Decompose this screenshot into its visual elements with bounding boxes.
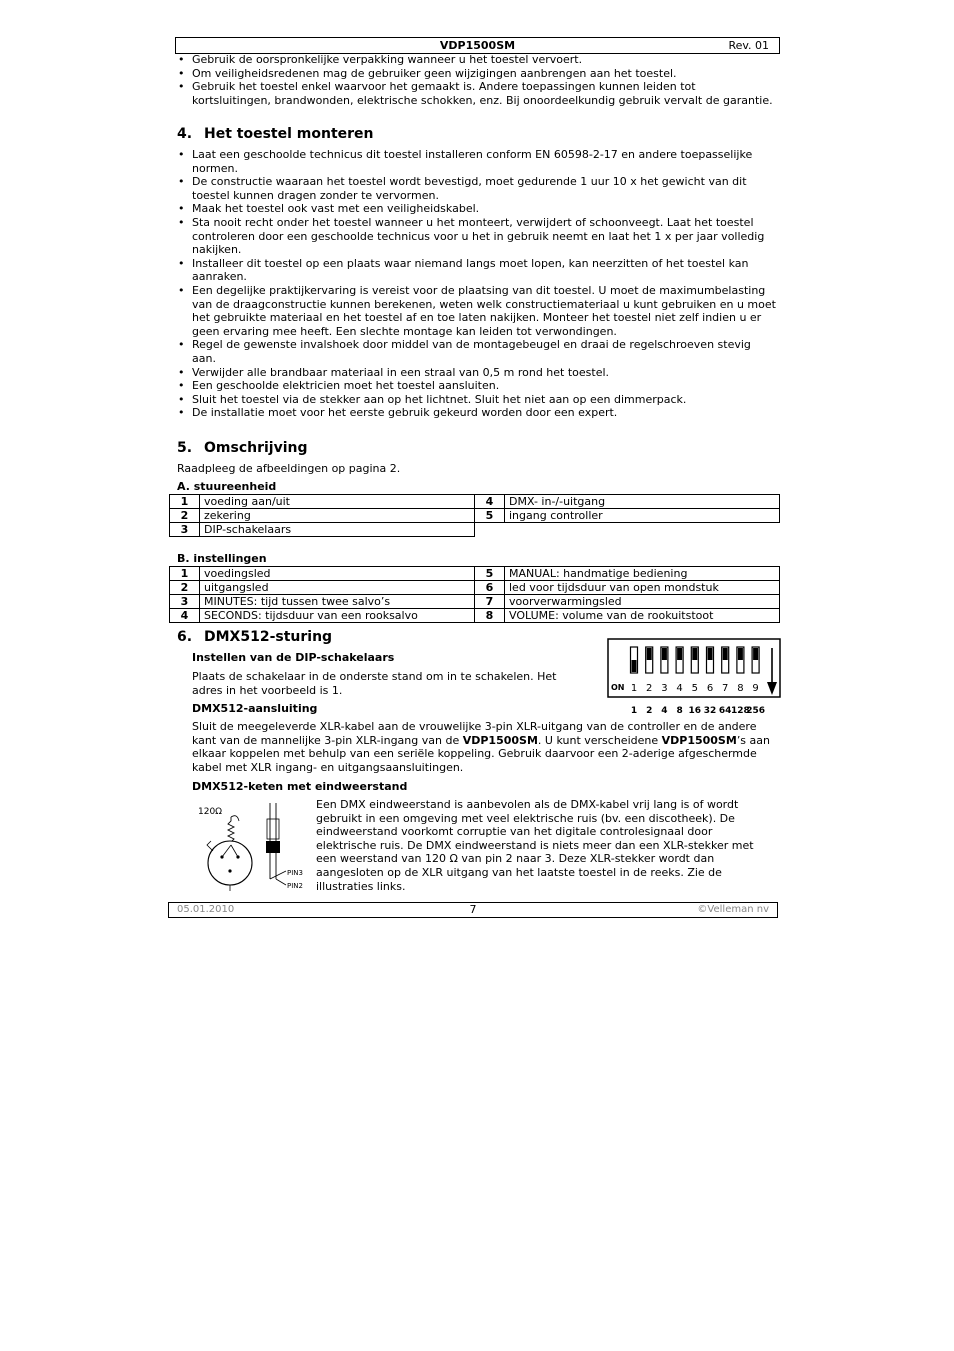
table-cell: 1 [170, 567, 200, 581]
list-item: • Gebruik de oorspronkelijke verpakking wanneer u het toestel vervoert. [177, 53, 777, 67]
table-cell: voeding aan/uit [200, 495, 475, 509]
table-cell: 1 [170, 495, 200, 509]
section-title: Het toestel monteren [204, 126, 374, 142]
section-title: Omschrijving [204, 440, 308, 456]
table-cell: voedingsled [200, 567, 475, 581]
table-row [170, 609, 780, 623]
dip-switch-value: 2 [646, 706, 653, 716]
cable-shrink-tube [266, 841, 280, 853]
dip-instructions: Plaats de schakelaar in de onderste stand om in te schakelen. Het adres in het voorbeeld is 1. [192, 670, 557, 697]
dip-switch-knob [677, 648, 682, 660]
connection-heading: DMX512-aansluiting [192, 702, 318, 715]
dip-switch-number: 9 [752, 683, 759, 694]
dip-switch-knob [692, 648, 697, 660]
dip-switch-knob [738, 648, 743, 660]
dip-switch-value: 1 [630, 706, 638, 716]
pin-lead [270, 871, 286, 879]
list-item: • Sluit het toestel via de stekker aan op het lichtnet. Sluit het niet aan op een dimmerpack. [177, 393, 777, 407]
dip-switch-knob [723, 648, 728, 660]
dip-switch-value: 128 [731, 706, 750, 716]
table-a-label: A. stuureenheid [177, 480, 277, 493]
xlr-terminator-illustration [193, 799, 311, 893]
resistor-lead [231, 816, 239, 821]
list-item: • Installeer dit toestel op een plaats waar niemand langs moet lopen, kan neerzitten of het toestel kan aanraken. [177, 257, 777, 284]
connection-text-part: Sluit de meegeleverde XLR-kabel aan de vrouwelijke 3-pin XLR-uitgang van de controller en de andere kant van de mannelijke 3-pin XLR-ingang van de [192, 720, 757, 747]
dip-switch-number: 7 [722, 683, 729, 694]
dip-switch-number: 1 [630, 683, 638, 694]
dip-heading: Instellen van de DIP-schakelaars [192, 651, 395, 664]
table-cell: 4 [170, 609, 200, 623]
dip-on-label: ON [611, 683, 625, 692]
list-item: • Regel de gewenste invalshoek door middel van de montagebeugel en draai de regelschroeven stevig aan. [177, 338, 777, 365]
dip-switch-diagram [607, 638, 781, 718]
intro-bullet-list [177, 53, 777, 107]
list-item: • Maak het toestel ook vast met een veiligheidskabel. [177, 202, 777, 216]
dip-switch-number: 6 [706, 683, 714, 694]
connection-text-part: ’s aan elkaar koppelen met behulp van een seriële koppeling. Gebruik daarvoor een 2-aderige afgeschermde kabel met XLR ingang- en uitgangsaansluitingen. [192, 733, 770, 774]
footer-copyright: ©Velleman nv [697, 904, 769, 915]
connection-text-part: . U kunt verscheidene [537, 733, 662, 747]
control-unit-table [169, 494, 780, 537]
list-item: • Een degelijke praktijkervaring is vereist voor de plaatsing van dit toestel. U moet de maximumbelasting van de draagconstructie kunnen berekenen, weten welk constructiemateriaal u kunt gebruiken en u moet het gebruikte materiaal en het toestel af en toe laten nakijken. Monteer het toestel niet zelf indien u er geen ervaring mee heeft. Een slechte montage kan leiden tot verwondingen. [177, 284, 777, 338]
dip-switch-value: 8 [676, 706, 683, 716]
dip-switch-number: 2 [646, 683, 653, 694]
settings-table [169, 566, 780, 623]
dip-value-group [631, 706, 765, 716]
table-row [170, 495, 780, 509]
dip-switch-value: 256 [746, 706, 765, 716]
table-cell: 4 [475, 495, 505, 509]
page-number: 7 [469, 903, 477, 916]
xlr-plug-body [208, 841, 252, 885]
page-footer [168, 902, 778, 918]
list-item: • Een geschoolde elektricien moet het toestel aansluiten. [177, 379, 777, 393]
chain-text: Een DMX eindweerstand is aanbevolen als de DMX-kabel vrij lang is of wordt gebruikt in een omgeving met veel elektrische ruis (bv. een discotheek). De eindweerstand voorkomt corruptie van het digitale controlesignaal door elektrische ruis. De DMX eindweerstand is niets meer dan een XLR-stekker met een weerstand van 120 Ω van pin 2 naar 3. Deze XLR-stekker wordt dan aangesloten op de XLR uitgang van het laatste toestel in de reeks. Zie de illustraties links. [316, 798, 754, 893]
section-6-heading [177, 629, 332, 645]
pin-lead [276, 879, 286, 885]
list-item: • Gebruik het toestel enkel waarvoor het gemaakt is. Andere toepassingen kunnen leiden tot kortsluitingen, brandwonden, elektrische schokken, enz. Bij onoordeelkundig gebruik vervalt de garantie. [177, 80, 777, 107]
list-item: • Om veiligheidsredenen mag de gebruiker geen wijzigingen aanbrengen aan het toestel. [177, 67, 777, 81]
table-cell: led voor tijdsduur van open mondstuk [505, 581, 780, 595]
dip-switch-knob [708, 648, 713, 660]
table-cell: MINUTES: tijd tussen twee salvo’s [200, 595, 475, 609]
section-number: 5. [177, 440, 193, 456]
list-item: • Verwijder alle brandbaar materiaal in een straal van 0,5 m rond het toestel. [177, 366, 777, 380]
dip-switch-number: 3 [661, 683, 668, 694]
dip-switch-value: 64 [718, 706, 732, 716]
dip-switch-value: 4 [661, 706, 668, 716]
header-revision: Rev. 01 [728, 39, 769, 52]
table-b-label: B. instellingen [177, 552, 267, 565]
table-cell: voorverwarmingsled [505, 595, 780, 609]
table-cell: 5 [475, 509, 505, 523]
product-name: VDP1500SM [661, 733, 737, 747]
list-item: • Laat een geschoolde technicus dit toestel installeren conform EN 60598-2-17 en andere toepasselijke normen. [177, 148, 777, 175]
header-title: VDP1500SM [439, 39, 516, 52]
dip-switch-knob [662, 648, 667, 660]
table-cell: DIP-schakelaars [200, 523, 475, 537]
section-5-heading [177, 440, 308, 456]
table-cell [475, 523, 505, 537]
section-number: 4. [177, 126, 193, 142]
table-cell: 2 [170, 581, 200, 595]
description-intro: Raadpleeg de afbeeldingen op pagina 2. [177, 462, 401, 475]
table-cell: 8 [475, 609, 505, 623]
table-cell: ingang controller [505, 509, 780, 523]
table-cell: 5 [475, 567, 505, 581]
table-row [170, 595, 780, 609]
mounting-bullet-list [177, 148, 777, 420]
table-cell: zekering [200, 509, 475, 523]
table-cell: 3 [170, 523, 200, 537]
table-row [170, 581, 780, 595]
product-name: VDP1500SM [462, 733, 538, 747]
chain-heading: DMX512-keten met eindweerstand [192, 780, 408, 793]
table-row [170, 523, 780, 537]
dip-switch-number: 8 [737, 683, 744, 694]
dip-switch-knob [753, 648, 758, 660]
table-cell [505, 523, 780, 537]
list-item: • Sta nooit recht onder het toestel wanneer u het monteert, verwijdert of schoonveegt. Laat het toestel controleren door een geschoolde technicus voor u het in gebruik neemt en laat het 1 x per jaar volledig nakijken. [177, 216, 777, 257]
connection-text [192, 720, 778, 774]
dip-switch-number: 5 [691, 683, 698, 694]
resistor-label: 120Ω [198, 807, 223, 817]
pin2-label: PIN2 [287, 882, 303, 890]
section-number: 6. [177, 629, 193, 645]
table-cell: uitgangsled [200, 581, 475, 595]
table-cell: SECONDS: tijdsduur van een rooksalvo [200, 609, 475, 623]
table-row [170, 567, 780, 581]
dip-switch-group [631, 647, 760, 673]
section-title: DMX512-sturing [204, 629, 333, 645]
dip-number-group [631, 683, 759, 694]
cable-sleeve [267, 819, 279, 839]
list-item: • De constructie waaraan het toestel wordt bevestigd, moet gedurende 1 uur 10 x het gewicht van dit toestel kunnen dragen zonder te vervormen. [177, 175, 777, 202]
footer-date: 05.01.2010 [177, 904, 235, 915]
list-item: • De installatie moet voor het eerste gebruik gekeurd worden door een expert. [177, 406, 777, 420]
table-row [170, 509, 780, 523]
dip-switch-number: 4 [676, 683, 683, 694]
table-cell: VOLUME: volume van de rookuitstoot [505, 609, 780, 623]
dip-switch-knob [632, 660, 637, 672]
table-cell: 7 [475, 595, 505, 609]
pin3-label: PIN3 [287, 869, 303, 877]
dip-switch-knob [647, 648, 652, 660]
section-4-heading [177, 126, 374, 142]
table-cell: 6 [475, 581, 505, 595]
table-cell: DMX- in-/-uitgang [505, 495, 780, 509]
dip-switch-value: 16 [688, 706, 702, 716]
dip-switch-value: 32 [703, 706, 717, 716]
xlr-pin-icon [228, 869, 231, 872]
table-cell: 3 [170, 595, 200, 609]
page-header [175, 37, 780, 54]
table-cell: MANUAL: handmatige bediening [505, 567, 780, 581]
table-cell: 2 [170, 509, 200, 523]
